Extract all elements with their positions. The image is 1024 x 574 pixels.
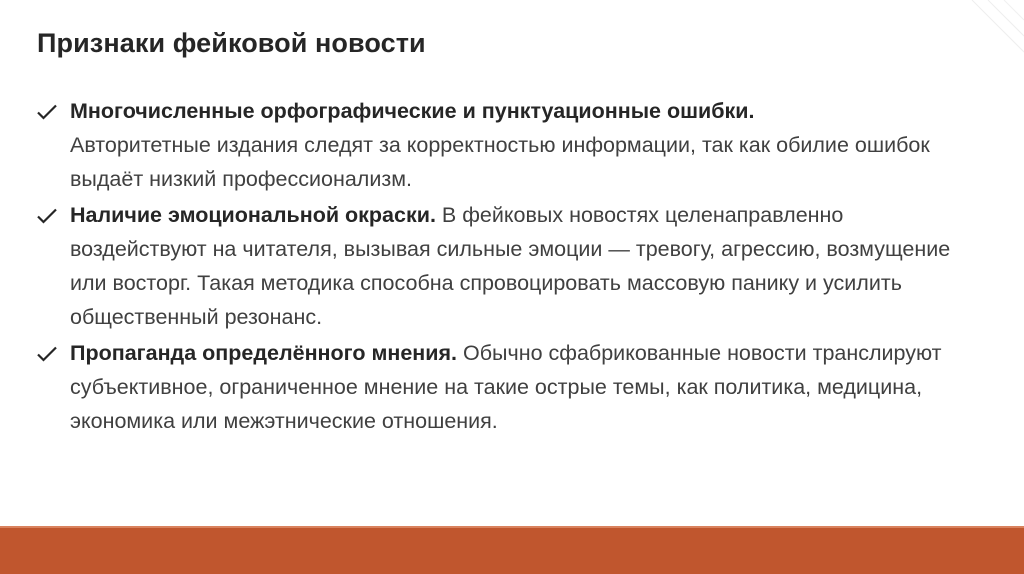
bullet-heading: Многочисленные орфографические и пунктуационные ошибки. [70, 99, 755, 123]
slide-title: Признаки фейковой новости [37, 28, 426, 58]
bullet-item [37, 198, 967, 334]
bullet-item [37, 336, 967, 438]
bullet-text: Обычно сфабрикованные новости транслируют субъективное, ограниченное мнение на такие острые темы, как политика, медицина, экономика или межэтнические отношения. [70, 341, 942, 433]
bullet-heading: Пропаганда определённого мнения. [70, 341, 458, 365]
corner-decoration [954, 0, 1024, 70]
accent-bar [0, 528, 1024, 574]
checkmark-icon [37, 336, 59, 370]
bullet-list [37, 94, 967, 440]
checkmark-icon [37, 198, 59, 232]
bullet-item [37, 94, 967, 196]
bullet-text: В фейковых новостях целенаправленно воздействуют на читателя, вызывая сильные эмоции — тревогу, агрессию, возмущение или восторг. Такая методика способна спровоцировать массовую панику и усилить общественный резонанс. [70, 203, 951, 329]
bullet-text: Авторитетные издания следят за корректностью информации, так как обилие ошибок выдаёт низкий профессионализм. [70, 133, 930, 191]
checkmark-icon [37, 94, 59, 128]
bullet-heading: Наличие эмоциональной окраски. [70, 203, 436, 227]
